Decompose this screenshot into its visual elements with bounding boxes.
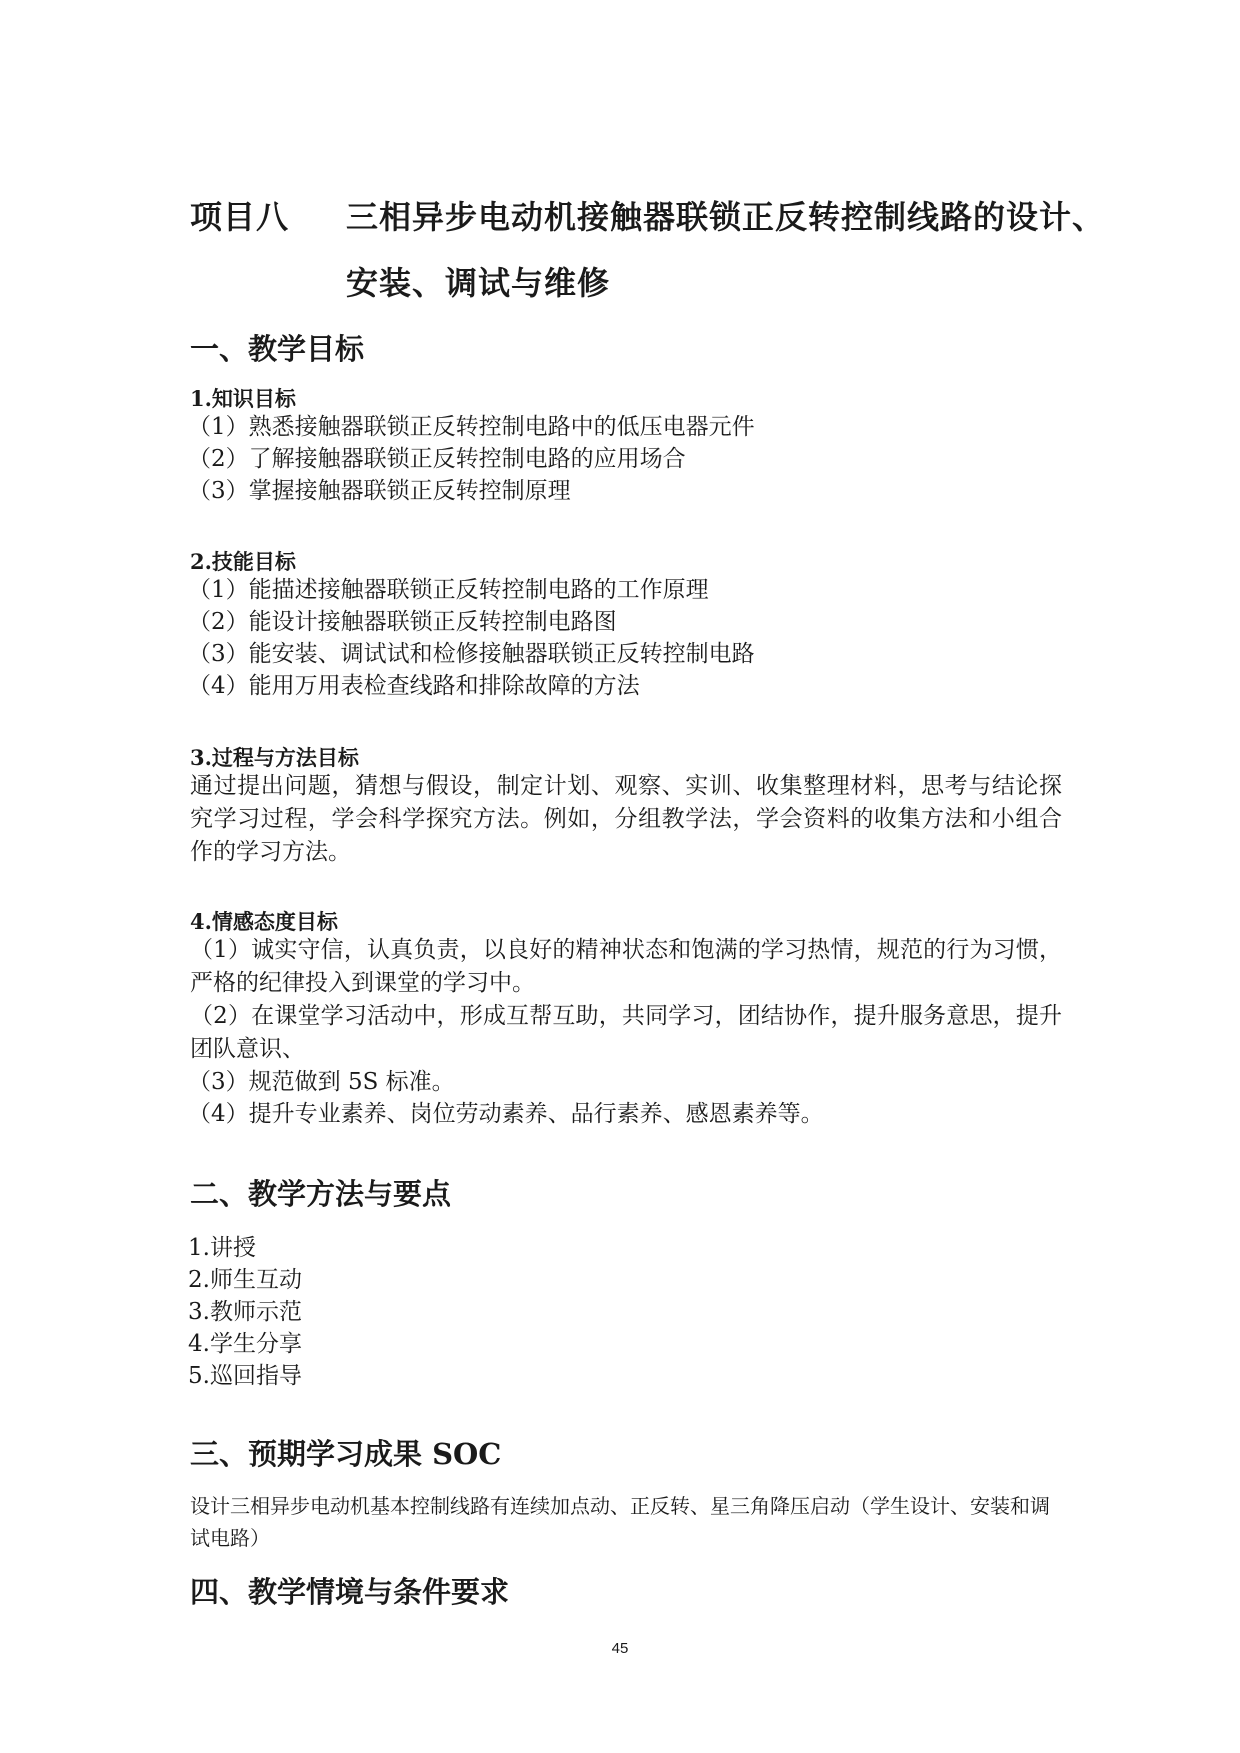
section-heading-context-requirements: 四、教学情境与条件要求 (190, 1575, 510, 1609)
skill-item: （2）能设计接触器联锁正反转控制电路图 (188, 609, 617, 635)
process-goals-paragraph: 通过提出问题，猜想与假设，制定计划、观察、实训、收集整理材料，思考与结论探究学习过程，学会科学探究方法。例如，分组教学法，学会资料的收集方法和小组合作的学习方法。 (190, 773, 1062, 865)
knowledge-item: （2）了解接触器联锁正反转控制电路的应用场合 (188, 446, 686, 472)
page-number: 45 (611, 1640, 629, 1657)
subheading-skill-goals: 2.技能目标 (190, 549, 296, 574)
skill-item: （1）能描述接触器联锁正反转控制电路的工作原理 (188, 577, 709, 603)
method-item: 2.师生互动 (188, 1267, 302, 1293)
subheading-knowledge-goals: 1.知识目标 (190, 386, 296, 411)
expected-outcomes-paragraph: 设计三相异步电动机基本控制线路有连续加点动、正反转、星三角降压启动（学生设计、安装和调试电路） (190, 1494, 1050, 1550)
attitude-item: （2）在课堂学习活动中，形成互帮互助，共同学习，团结协作，提升服务意思，提升团队意识、 (190, 1003, 1062, 1062)
knowledge-item: （1）熟悉接触器联锁正反转控制电路中的低压电器元件 (188, 414, 755, 440)
project-label: 项目八 (190, 198, 290, 236)
subheading-process-goals: 3.过程与方法目标 (190, 745, 359, 770)
subheading-attitude-goals: 4.情感态度目标 (190, 909, 338, 934)
attitude-item: （3）规范做到 5S 标准。 (188, 1069, 455, 1095)
knowledge-item: （3）掌握接触器联锁正反转控制原理 (188, 478, 571, 504)
method-item: 3.教师示范 (188, 1299, 302, 1325)
method-item: 4.学生分享 (188, 1331, 302, 1357)
attitude-item: （1）诚实守信，认真负责，以良好的精神状态和饱满的学习热情，规范的行为习惯，严格的纪律投入到课堂的学习中。 (190, 937, 1062, 996)
section-heading-teaching-goals: 一、教学目标 (190, 332, 365, 366)
project-title-line-1: 三相异步电动机接触器联锁正反转控制线路的设计、 (346, 198, 1106, 236)
method-item: 1.讲授 (188, 1235, 256, 1261)
section-heading-methods: 二、教学方法与要点 (190, 1177, 452, 1211)
skill-item: （3）能安装、调试试和检修接触器联锁正反转控制电路 (188, 641, 755, 667)
method-item: 5.巡回指导 (188, 1363, 302, 1389)
attitude-item: （4）提升专业素养、岗位劳动素养、品行素养、感恩素养等。 (188, 1101, 824, 1127)
project-title-line-2: 安装、调试与维修 (346, 264, 611, 302)
skill-item: （4）能用万用表检查线路和排除故障的方法 (188, 673, 640, 699)
section-heading-expected-outcomes: 三、预期学习成果 SOC (190, 1437, 502, 1471)
